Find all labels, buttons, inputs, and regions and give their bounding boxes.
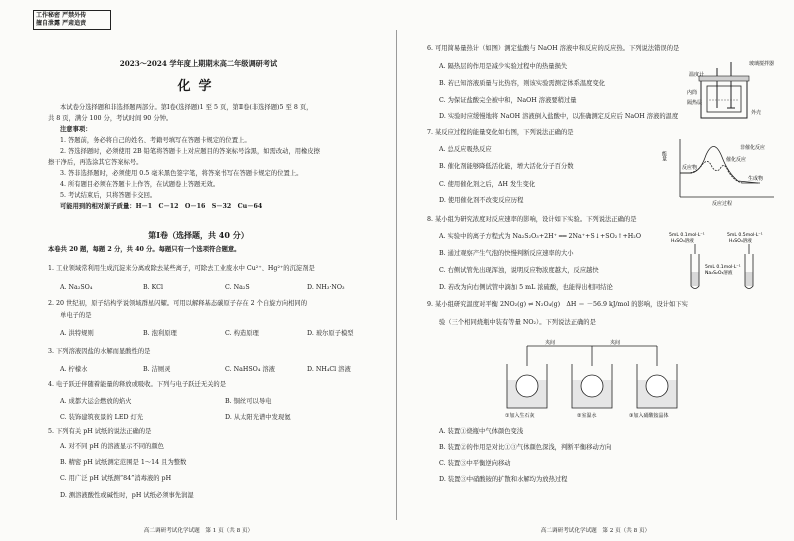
q3-option-a: A. 柠檬水	[60, 366, 88, 373]
axis-y-label: 能量	[661, 151, 667, 161]
q6-option-d: D. 实验时应缓慢地将 NaOH 溶液倒入盐酸中，以准确测定反应后 NaOH 溶液的温度	[439, 113, 679, 120]
footer-page-1: 高二调研考试化学试题 第 1 页（共 8 页）	[143, 528, 254, 534]
q4-option-c: C. 装饰建筑夜景的 LED 灯光	[60, 414, 144, 421]
q1-option-c: C. Na₂S	[225, 284, 250, 291]
q2-option-a: A. 洪特规则	[60, 330, 94, 337]
q9-option-a: A. 装置①烧瓶中气体颜色变浅	[439, 428, 524, 435]
q1-option-d: D. NH₃·NO₃	[307, 284, 345, 291]
label-stirrer: 玻璃搅拌器	[749, 61, 775, 67]
q4-option-b: B. 铜丝可以导电	[225, 398, 272, 405]
clip-1-label: 夹间	[545, 340, 556, 346]
acid1-label: 5mL 0.1mol·L⁻¹	[669, 233, 705, 238]
subject-title: 化学	[177, 79, 220, 94]
note-3: 3. 答非选择题时，必须使用 0.5 毫米黑色签字笔，将答案书写在答题卡规定的位置上。	[60, 170, 303, 177]
stamp-line-1: 工作秘密 严禁外传	[36, 12, 87, 19]
q1-option-a: A. Na₂SO₄	[60, 284, 93, 291]
section-1-title: 第Ⅰ卷（选择题，共 40 分）	[148, 230, 249, 240]
q5-option-d: D. 测溶液酸性或碱性时，pH 试纸必须事先润湿	[60, 492, 194, 499]
q4-stem: 4. 电子跃迁伴随着能量的释放或吸收。下列与电子跃迁无关的是	[48, 381, 227, 388]
right-page	[397, 0, 794, 541]
beaker-3-label: ③加入硝酸铵晶体	[629, 413, 669, 419]
label-jacket: 外壳	[751, 110, 762, 116]
q1-stem: 1. 工业领域常利用生成沉淀来分离或除去某些离子，可除去工业废水中 Cu²⁺、Hg²⁺的沉淀剂是	[48, 265, 315, 272]
q3-stem: 3. 下列溶液因盐的水解而显酸性的是	[48, 348, 151, 355]
note-4: 4. 所有题目必须在答题卡上作答，在试题卷上答题无效。	[60, 181, 220, 188]
inner-cup	[707, 86, 741, 112]
clip-2-label: 夹间	[610, 340, 621, 346]
uncatalyzed-label: 非催化反应	[740, 145, 766, 151]
flask-2	[581, 375, 603, 397]
q5-stem: 5. 下列有关 pH 试纸的说法正确的是	[48, 428, 152, 435]
q7-stem: 7. 某反应过程的能量变化如右图，下列说法正确的是	[427, 129, 574, 136]
q7-option-a: A. 总反应吸热反应	[439, 146, 492, 153]
section-1-instruction: 本卷共 20 题，每题 2 分，共 40 分。每题只有一个选项符合题意。	[48, 246, 241, 253]
q8-option-c: C. 右侧试管先出现浑浊，说明反应物浓度越大，反应越快	[439, 267, 599, 274]
q2-stem: 2. 20 世纪初，原子结构学说领域群星闪耀。可用以解释基态碳原子存在 2 个自旋方向相同的	[48, 300, 308, 307]
q3-option-b: B. 洁厕灵	[143, 366, 171, 373]
reactant-label: 反应物	[682, 165, 698, 171]
q8-option-d: D. 若改为向右侧试管中滴加 5 mL 浓硫酸，也能得出相同结论	[439, 284, 613, 291]
notes-heading: 注意事项：	[60, 126, 92, 133]
q6-option-c: C. 为保证盐酸完全被中和，NaOH 溶液要稍过量	[439, 97, 577, 104]
q9-stem-cont: 验（三个相同烧瓶中装有等量 NO₂）。下列说法正确的是	[439, 319, 596, 326]
flask-3	[646, 375, 668, 397]
label-thermometer: 温度计	[689, 72, 705, 78]
q4-option-a: A. 成都大运会燃放的焰火	[60, 398, 132, 405]
note-1: 1. 答题前，务必将自己的姓名、考籍号填写在答题卡规定的位置上。	[60, 137, 251, 144]
q5-option-b: B. 精密 pH 试纸测定范围是 1～14 且为整数	[60, 459, 187, 466]
q8-stem: 8. 某小组为研究浓度对反应速率的影响，设计如下实验。下列说法正确的是	[427, 216, 637, 223]
thio-label: 5mL 0.1mol·L⁻¹	[705, 265, 741, 270]
q7-option-c: C. 使用催化剂之后，ΔH 发生变化	[439, 181, 536, 188]
catalyzed-curve	[690, 161, 742, 183]
beaker-2	[572, 364, 612, 408]
q2-option-c: C. 构造原理	[225, 330, 259, 337]
calorimeter-diagram	[687, 56, 787, 124]
lid	[699, 76, 749, 81]
q6-option-b: B. 若已知溶液质量与比热容，则该实验需测定体系温度变化	[439, 80, 606, 87]
q8-option-b: B. 通过观察产生气泡的快慢判断反应速率的大小	[439, 250, 574, 257]
note-2a: 2. 答选择题时，必须使用 2B 铅笔将答题卡上对应题目的答案标号涂黑，如需改动，用橡皮擦	[60, 148, 320, 155]
q7-option-b: B. 催化剂能够降低活化能，增大活化分子百分数	[439, 163, 574, 170]
q8-option-a: A. 实验中的离子方程式为 Na₂S₂O₃+2H⁺ ══ 2Na⁺+S↓+SO₂↑+H₂O	[439, 233, 641, 240]
q9-stem: 9. 某小组研究温度对平衡 2NO₂(g) ⇌ N₂O₄(g) ΔH ＝ －56.9 kJ/mol 的影响，设计如下实	[427, 301, 688, 308]
flask-1	[516, 375, 538, 397]
flask-bath-diagram	[497, 336, 687, 420]
q3-option-d: D. NH₄Cl 溶液	[307, 366, 351, 373]
stamp-line-2: 擅自泄露 严肃追责	[36, 20, 87, 27]
energy-profile-diagram	[662, 135, 782, 207]
atomic-masses: 可能用到的相对原子质量：H－1 C－12 O－16 S－32 Cu－64	[60, 203, 263, 210]
axis-x-label: 反应过程	[712, 201, 733, 207]
label-inner: 内筒	[687, 90, 698, 96]
beaker-2-label: ②室温水	[577, 413, 597, 419]
q2-stem-cont: 单电子的是	[60, 312, 92, 319]
intro-line-1: 本试卷分选择题和非选择题两部分。第Ⅰ卷(选择题)1 至 5 页，第Ⅱ卷(非选择题)5 至 8 页，	[60, 104, 313, 111]
q4-option-d: D. 从太阳光谱中发现氦	[225, 414, 291, 421]
beaker-1	[507, 364, 547, 408]
note-2b: 擦干净后，再选涂其它答案标号。	[48, 159, 143, 166]
acid2-label: 5mL 0.5mol·L⁻¹	[727, 233, 763, 238]
label-insulation: 隔热层	[687, 100, 703, 106]
q6-option-a: A. 隔热层的作用是减少实验过程中的热量损失	[439, 63, 568, 70]
beaker-1-label: ①加入生石灰	[505, 413, 535, 419]
q5-option-c: C. 用广泛 pH 试纸测“84”消毒液的 pH	[60, 475, 172, 482]
q1-option-b: B. KCl	[143, 284, 163, 291]
q2-option-b: B. 泡利原理	[143, 330, 177, 337]
product-label: 生成物	[748, 176, 764, 182]
footer-page-2: 高二调研考试化学试题 第 2 页（共 8 页）	[540, 528, 651, 534]
q9-option-b: B. 装置②的作用是对比①③气体颜色深浅，判断平衡移动方向	[439, 444, 612, 451]
thio-label-b: Na₂S₂O₃溶液	[705, 271, 733, 276]
q3-option-c: C. NaHSO₄ 溶液	[225, 366, 275, 373]
note-5: 5. 考试结束后，只将答题卡交回。	[60, 192, 157, 199]
q2-option-d: D. 玻尔原子模型	[307, 330, 354, 337]
acid2-label-b: H₂SO₄溶液	[729, 239, 752, 244]
beaker-3	[637, 364, 677, 408]
exam-title: 2023～2024 学年度上期期末高二年级调研考试	[119, 59, 278, 68]
test-tube-diagram	[665, 228, 789, 294]
q5-option-a: A. 对不同 pH 的溶液显示不同的颜色	[60, 443, 164, 450]
catalyzed-label: 催化反应	[726, 157, 747, 163]
q9-option-d: D. 装置③中硝酸铵的扩散和水解均为放热过程	[439, 476, 568, 483]
q9-option-c: C. 装置③中平衡逆向移动	[439, 460, 511, 467]
q7-option-d: D. 使用催化剂不改变反应历程	[439, 197, 524, 204]
q6-stem: 6. 可用简易量热计（如图）测定盐酸与 NaOH 溶液中和反应的反应热。下列说法错误的是	[427, 45, 680, 52]
intro-line-2: 共 8 页，满分 100 分，考试时间 90 分钟。	[48, 115, 173, 122]
acid1-label-b: H₂SO₄溶液	[671, 239, 694, 244]
